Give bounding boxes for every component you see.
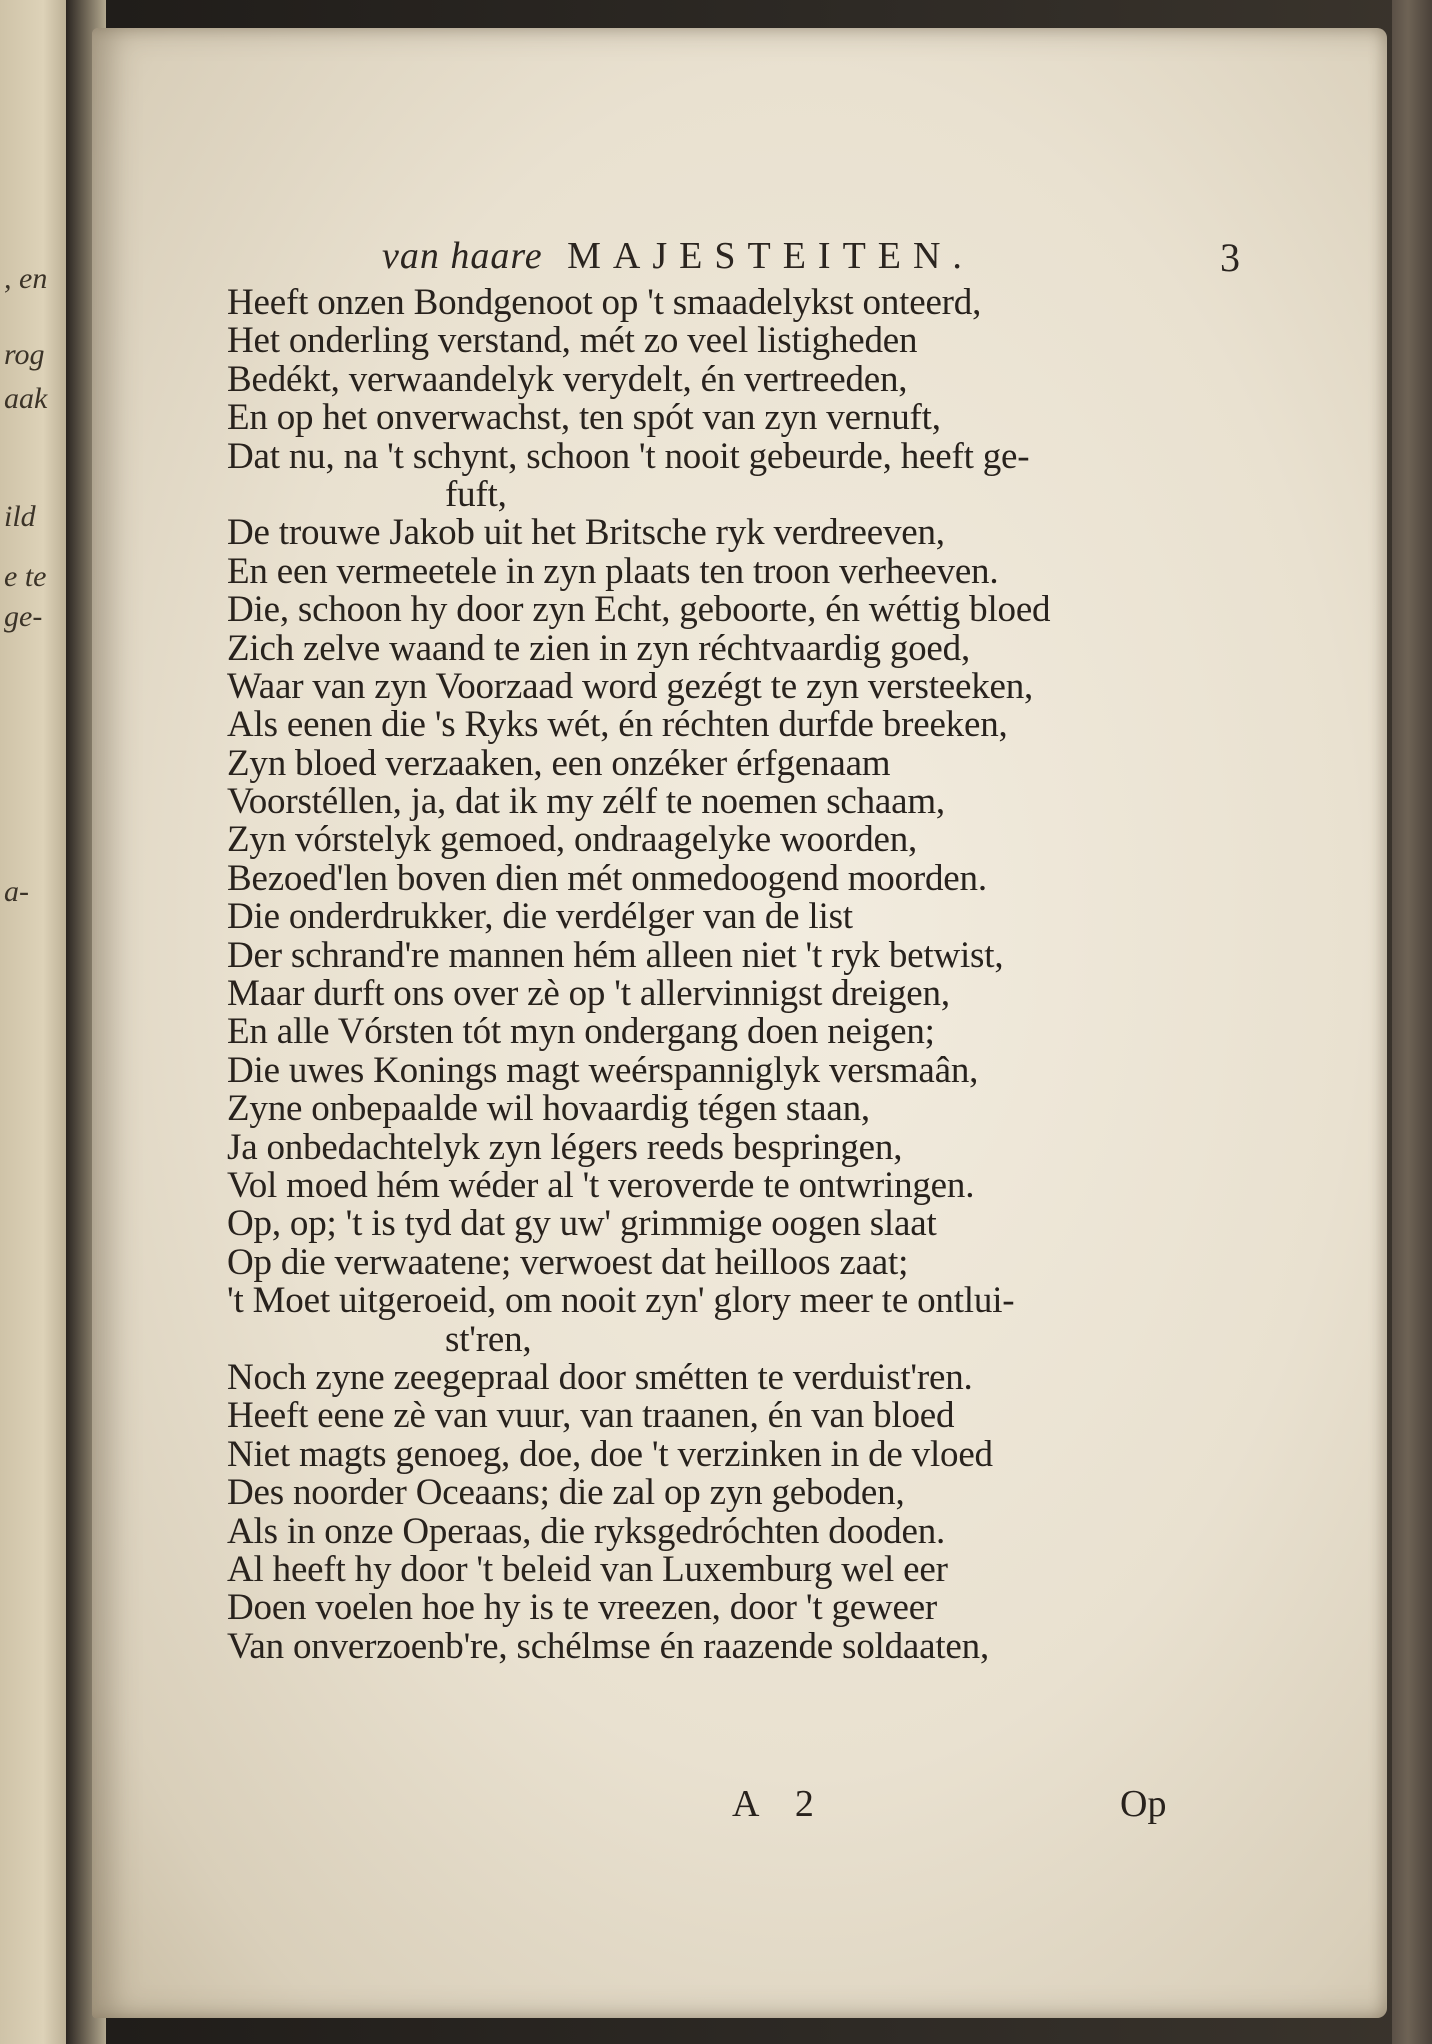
- verse-line: Niet magts genoeg, doe, doe 't verzinken in de vloed: [227, 1433, 993, 1475]
- verse-line: Maar durft ons over zè op 't allervinnigst dreigen,: [227, 973, 950, 1015]
- verse-line: Als in onze Operaas, die ryksgedróchten dooden.: [227, 1510, 946, 1552]
- verse-line: Bedékt, verwaandelyk verydelt, én vertreeden,: [227, 358, 908, 400]
- verse-line: Zyne onbepaalde wil hovaardig tégen staan,: [227, 1088, 870, 1130]
- verse-line-continuation: fuft,: [445, 473, 507, 515]
- page-footer: [92, 1782, 1387, 1832]
- verse-line-continuation: st'ren,: [445, 1318, 532, 1360]
- running-head-caps: MAJESTEITEN.: [567, 235, 974, 277]
- left-fragment: ild: [4, 500, 36, 533]
- verse-line: Die uwes Konings magt weérspanniglyk versmaân,: [227, 1049, 979, 1091]
- verse-line: Het onderling verstand, mét zo veel listigheden: [227, 320, 918, 362]
- verse-line: Zyn vórstelyk gemoed, ondraagelyke woorden,: [227, 819, 918, 861]
- signature-mark: A 2: [732, 1783, 828, 1825]
- book-page: [92, 28, 1387, 2018]
- verse-line: Waar van zyn Voorzaad word gezégt te zyn versteeken,: [227, 665, 1034, 707]
- verse-line: Die onderdrukker, die verdélger van de list: [227, 896, 853, 938]
- page-header: [382, 228, 1282, 288]
- left-fragment: a-: [4, 875, 29, 908]
- verse-line: Noch zyne zeegepraal door smétten te verduist'ren.: [227, 1356, 973, 1398]
- book-cover-edge: [1392, 0, 1432, 2044]
- verse-line: Zyn bloed verzaaken, een onzéker érfgenaam: [227, 742, 891, 784]
- verse-line: Op die verwaatene; verwoest dat heilloos zaat;: [227, 1241, 909, 1283]
- verse-line: Dat nu, na 't schynt, schoon 't nooit gebeurde, heeft ge-: [227, 435, 1030, 477]
- verse-line: En alle Vórsten tót myn ondergang doen neigen;: [227, 1011, 935, 1053]
- left-fragment: e te: [4, 560, 47, 593]
- verse-line: De trouwe Jakob uit het Britsche ryk verdreeven,: [227, 512, 945, 554]
- left-fragment: ge-: [4, 600, 43, 633]
- verse-line: Al heeft hy door 't beleid van Luxemburg wel eer: [227, 1548, 948, 1590]
- left-fragment: , en: [4, 262, 48, 295]
- left-page-edge: [0, 0, 72, 2044]
- verse-line: Vol moed hém wéder al 't veroverde te ontwringen.: [227, 1164, 975, 1206]
- verse-line: Van onverzoenb're, schélmse én raazende soldaaten,: [227, 1625, 989, 1667]
- verse-text: [227, 284, 1327, 1666]
- verse-line: Heeft eene zè van vuur, van traanen, én van bloed: [227, 1395, 955, 1437]
- verse-line: Voorstéllen, ja, dat ik my zélf te noemen schaam,: [227, 781, 945, 823]
- verse-line: 't Moet uitgeroeid, om nooit zyn' glory meer te ontlui-: [227, 1280, 1015, 1322]
- verse-line: Die, schoon hy door zyn Echt, geboorte, én wéttig bloed: [227, 589, 1051, 631]
- running-head-italic: van haare: [382, 235, 543, 277]
- verse-line: Als eenen die 's Ryks wét, én réchten durfde breeken,: [227, 704, 1008, 746]
- verse-line: En op het onverwachst, ten spót van zyn vernuft,: [227, 397, 941, 439]
- running-head: [382, 234, 974, 278]
- verse-line: Zich zelve waand te zien in zyn réchtvaardig goed,: [227, 627, 971, 669]
- left-fragment: rog: [4, 338, 45, 371]
- verse-line: Der schrand're mannen hém alleen niet 't ryk betwist,: [227, 934, 1004, 976]
- verse-line: Des noorder Oceaans; die zal op zyn geboden,: [227, 1472, 905, 1514]
- verse-line: Bezoed'len boven dien mét onmedoogend moorden.: [227, 857, 987, 899]
- verse-line: Op, op; 't is tyd dat gy uw' grimmige oogen slaat: [227, 1203, 937, 1245]
- verse-line: Doen voelen hoe hy is te vreezen, door 't geweer: [227, 1587, 938, 1629]
- verse-line: En een vermeetele in zyn plaats ten troon verheeven.: [227, 550, 999, 592]
- catchword: Op: [1120, 1783, 1167, 1825]
- verse-line: Heeft onzen Bondgenoot op 't smaadelykst onteerd,: [227, 282, 982, 323]
- left-fragment: aak: [4, 382, 48, 415]
- page-number: 3: [1220, 235, 1240, 280]
- verse-line: Ja onbedachtelyk zyn légers reeds bespringen,: [227, 1126, 903, 1168]
